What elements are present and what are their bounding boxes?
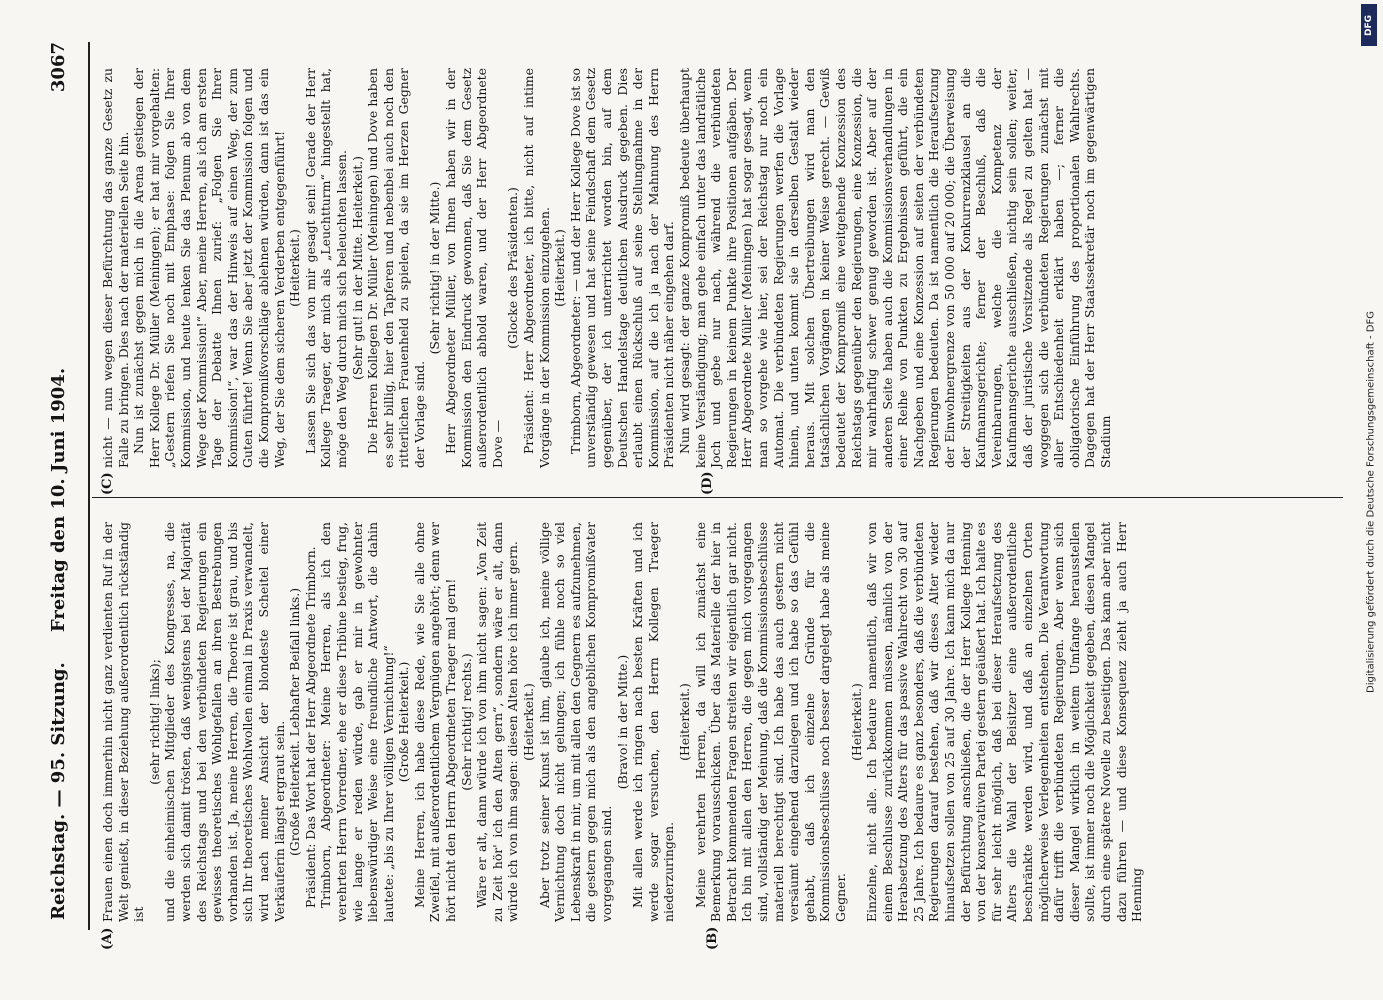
paragraph: Trimborn, Abgeordneter: Meine Herren, als ich den verehrten Herrn Vorredner, ehe er diese Tribüne bestieg, frug, wie lange er reden würde, gab er mir in gewohnter liebenswürdiger Weise eine freundliche Antwort, die dahin lautete: „bis zu Ihrer völligen Vernichtung!“ — [318, 522, 396, 922]
paragraph: Wäre er alt, dann würde ich von ihm nicht sagen: „Von Zeit zu Zeit hör' ich den Alten gern“, sondern wäre er alt, dann würde ich von ihm sagen: diesen Alten höre ich immer gern. — [474, 522, 521, 922]
left-column — [100, 522, 1145, 922]
interjection: (sehr richtig! links); — [146, 659, 162, 785]
interjection: (Sehr gut! in der Mitte. Heiterkeit.) — [349, 155, 365, 381]
paragraph: und die einheimischen Mitglieder des Kongresses, na, die werden sich damit trösten, daß wenigstens bei der Majorität des Reichstags und bei den verbündeten Regierungen ein gewisses theoretisches Wohlgefallen an ihren Bestrebungen vorhanden ist. Ja, meine Herren, die Theorie ist grau, und bis sich Ihr theoretisches Wohlwollen einmal in Praxis verwandelt, wird nach meiner Ansicht der blondeste Scheitel einer Verkäuferin längst ergraut sein. — [162, 522, 287, 922]
page-header-date: Freitag den 10. Juni 1904. — [48, 367, 69, 633]
interjection: (Große Heiterkeit.) — [396, 661, 412, 783]
dfg-logo: DFG — [1361, 4, 1377, 46]
margin-marker-a: (A) — [100, 927, 115, 950]
interjection: (Bravo! in der Mitte.) — [614, 654, 630, 790]
interjection: (Heiterkeit.) — [552, 229, 568, 307]
right-column — [100, 68, 1114, 468]
page-header-left: Reichstag. — 95. Sitzung. — [48, 662, 69, 920]
paragraph: Präsident: Das Wort hat der Herr Abgeordnete Trimborn. — [302, 546, 318, 908]
interjection: (Große Heiterkeit. Lebhafter Beifall links.) — [287, 587, 303, 857]
paragraph: Trimborn, Abgeordneter: — und der Herr Kollege Dove ist so unverständig gewesen und hat seine Feindschaft dem Gesetz gegenüber, der ich unterrichtet worden bin, auf dem Deutschen Handelstage deutlichen Ausdruck gegeben. Dies erlaubt einen Rückschluß auf seine Stellungnahme in der Kommission, auf die ich ja nach der Mahnung des Herrn Präsidenten nicht näher eingehen darf. — [567, 68, 677, 468]
paragraph: Nun ist zunächst gegen mich in die Arena gestiegen der Herr Kollege Dr. Müller (Meiningen); er hat mir vorgehalten: „Gestern riefen Sie noch mit Emphase: folgen Sie Ihrer Kommission, und heute lenken Sie das Plenum ab von dem Wege der Kommission!“ Aber, meine Herren, als ich am ersten Tage der Debatte Ihnen zurief: „Folgen Sie Ihrer Kommission!“, war das der Hinweis auf einen Weg, der zum Guten führte! Wenn Sie aber jetzt der Kommission folgen und die Kompromißvorschläge ablehnen würden, dann ist das ein Weg, der Sie dem sicheren Verderben entgegenführt! — [131, 68, 287, 468]
margin-marker-d: (D) — [700, 471, 715, 495]
paragraph: Präsident: Herr Abgeordneter, ich bitte, nicht auf intime Vorgänge in der Kommission einzugehen. — [521, 68, 552, 468]
interjection: (Sehr richtig! in der Mitte.) — [427, 181, 443, 355]
paragraph: Die Herren Kollegen Dr. Müller (Meiningen) und Dove haben es sehr billig, hier den Tapferen und nebenbei auch noch den ritterlichen Frauenheld zu spielen, da sie im Herzen Gegner der Vorlage sind. — [365, 68, 427, 468]
interjection: (Heiterkeit.) — [287, 229, 303, 307]
interjection: (Sehr richtig! rechts.) — [458, 653, 474, 791]
margin-marker-b: (B) — [705, 926, 720, 950]
paragraph: Einzelne, nicht alle. Ich bedaure namentlich, daß wir von einem Beschlusse zurückkommen müssen, nämlich von der Herabsetzung des Alters für das passive Wahlrecht von 30 auf 25 Jahre. Ich bedaure es ganz besonders, daß die verbündeten Regierungen darauf bestehen, daß wir dieses Alter wieder hinaufsetzen sollen von 25 auf 30 Jahre. Ich kann mich da nur der Befürchtung anschließen, die der Herr Kollege Henning von der konservativen Partei gestern geäußert hat. Ich halte es für sehr leicht möglich, daß bei dieser Heraufsetzung des Alters die Wahl der Beisitzer eine außerordentliche beschränkte werden wird, und daß an einzelnen Orten möglicherweise Verlegenheiten entstehen. Die Verantwortung dafür trifft die verbündeten Regierungen. Aber wenn sich dieser Mangel wirklich in weitem Umfange herausstellen sollte, ist immer noch die Möglichkeit gegeben, diesen Mangel durch eine spätere Novelle zu beseitigen. Das kann aber nicht dazu führen — und diese Konsequenz zieht ja auch Herr Henning — [864, 522, 1145, 922]
digitization-note: Digitalisierung gefördert durch die Deutsche Forschungsgemeinschaft - DFG — [1365, 311, 1377, 694]
header-rule — [88, 42, 90, 930]
paragraph: Lassen Sie sich das von mir gesagt sein! Gerade der Herr Kollege Traeger, der mich als „Leuchtturm“ hingestellt hat, möge den Weg durch mich sich beleuchten lassen. — [302, 68, 349, 468]
interjection: (Heiterkeit.) — [521, 683, 537, 761]
margin-marker-c: (C) — [100, 472, 115, 495]
interjection: (Glocke des Präsidenten.) — [505, 187, 521, 349]
paragraph: nicht — nun wegen dieser Befürchtung das ganze Gesetz zu Falle zu bringen. Dies nach der materiellen Seite hin. — [100, 68, 131, 468]
paragraph: Meine verehrten Herren, da will ich zunächst eine Bemerkung vorausschicken. Über das Materielle der hier in Betracht kommenden Fragen streiten wir eigentlich gar nicht. Ich bin mit allen den Herren, die gegen mich vorgegangen sind, vollständig der Meinung, daß die Kommissionsbeschlüsse materiell berechtigt sind. Ich habe das auch gestern nicht versäumt eingehend darzulegen und ich habe so das Gefühl gehabt, daß ich einzelne Gründe für die Kommissionsbeschlüsse noch besser dargelegt habe als meine Gegner. — [692, 522, 848, 922]
column-divider — [92, 497, 1343, 498]
interjection: (Heiterkeit.) — [676, 683, 692, 761]
page-number: 3067 — [48, 42, 69, 93]
interjection: (Heiterkeit.) — [848, 683, 864, 761]
paragraph: Mit allen werde ich ringen nach besten Kräften und ich werde sogar versuchen, den Herrn Kollegen Traeger niederzuringen. — [630, 522, 677, 922]
paragraph: Nun wird gesagt: der ganze Kompromiß bedeute überhaupt keine Verständigung; man gehe einfach unter das landrätliche Joch und gebe nur nach, während die verbündeten Regierungen in keinem Punkte ihre Positionen aufgäben. Der Herr Abgeordnete Müller (Meiningen) hat sogar gesagt, wenn man so vorgehe wie hier, sei der Reichstag nur noch ein Automat. Die verbündeten Regierungen werfen die Vorlage hinein, und unten kommt sie in derselben Gestalt wieder heraus. Mit solchen Übertreibungen wird man den tatsächlichen Vorgängen in keiner Weise gerecht. — Gewiß bedeutet der Kompromiß eine weitgehende Konzession des Reichstags gegenüber den Regierungen, eine Konzession, die mir wahrhaftig schwer genug geworden ist. Aber auf der anderen Seite haben auch die Kommissionsverhandlungen in einer Reihe von Punkten zu Ergebnissen geführt, die ein Nachgeben und eine Konzession auf seiten der verbündeten Regierungen bedeuten. Da ist namentlich die Heraufsetzung der Einwohnergrenze von 50 000 auf 20 000; die Überweisung der Streitigkeiten aus der Konkurrenzklausel an die Kaufmannsgerichte; ferner der Beschluß, daß die Vereinbarungen, welche die Kompetenz der Kaufmannsgerichte ausschließen, nichtig sein sollen; weiter, daß der juristische Vorsitzende als Regel zu gelten hat — woggegen sich die verbündeten Regierungen zunächst mit aller Entschiedenheit erklärt haben —; ferner die obligatorische Einführung des proportionalen Wahlrechts. Dagegen hat der Herr Staatssekretär noch im gegenwärtigen Stadium — [676, 68, 1113, 468]
paragraph: Herr Abgeordneter Müller, von Ihnen haben wir in der Kommission den Eindruck gewonnen, daß Sie dem Gesetz außerordentlich abhold waren, und der Herr Abgeordnete Dove — — [443, 68, 505, 468]
paragraph: Frauen einen doch immerhin nicht ganz verdienten Ruf in der Welt genießt, in dieser Beziehung außerordentlich rückständig ist — [100, 522, 147, 922]
paragraph: Aber trotz seiner Kunst ist ihm, glaube ich, meine völlige Vernichtung doch nicht gelungen; ich fühle noch so viel Lebenskraft in mir, um mit allen den Gegnern es aufzunehmen, die gestern gegen mich als den angeblichen Kompromißvater vorgegangen sind. — [536, 522, 614, 922]
paragraph: Meine Herren, ich habe diese Rede, wie Sie alle ohne Zweifel, mit außerordentlichem Vergnügen angehört; denn wer hört nicht den Herrn Abgeordneten Traeger mal gern! — [411, 522, 459, 922]
